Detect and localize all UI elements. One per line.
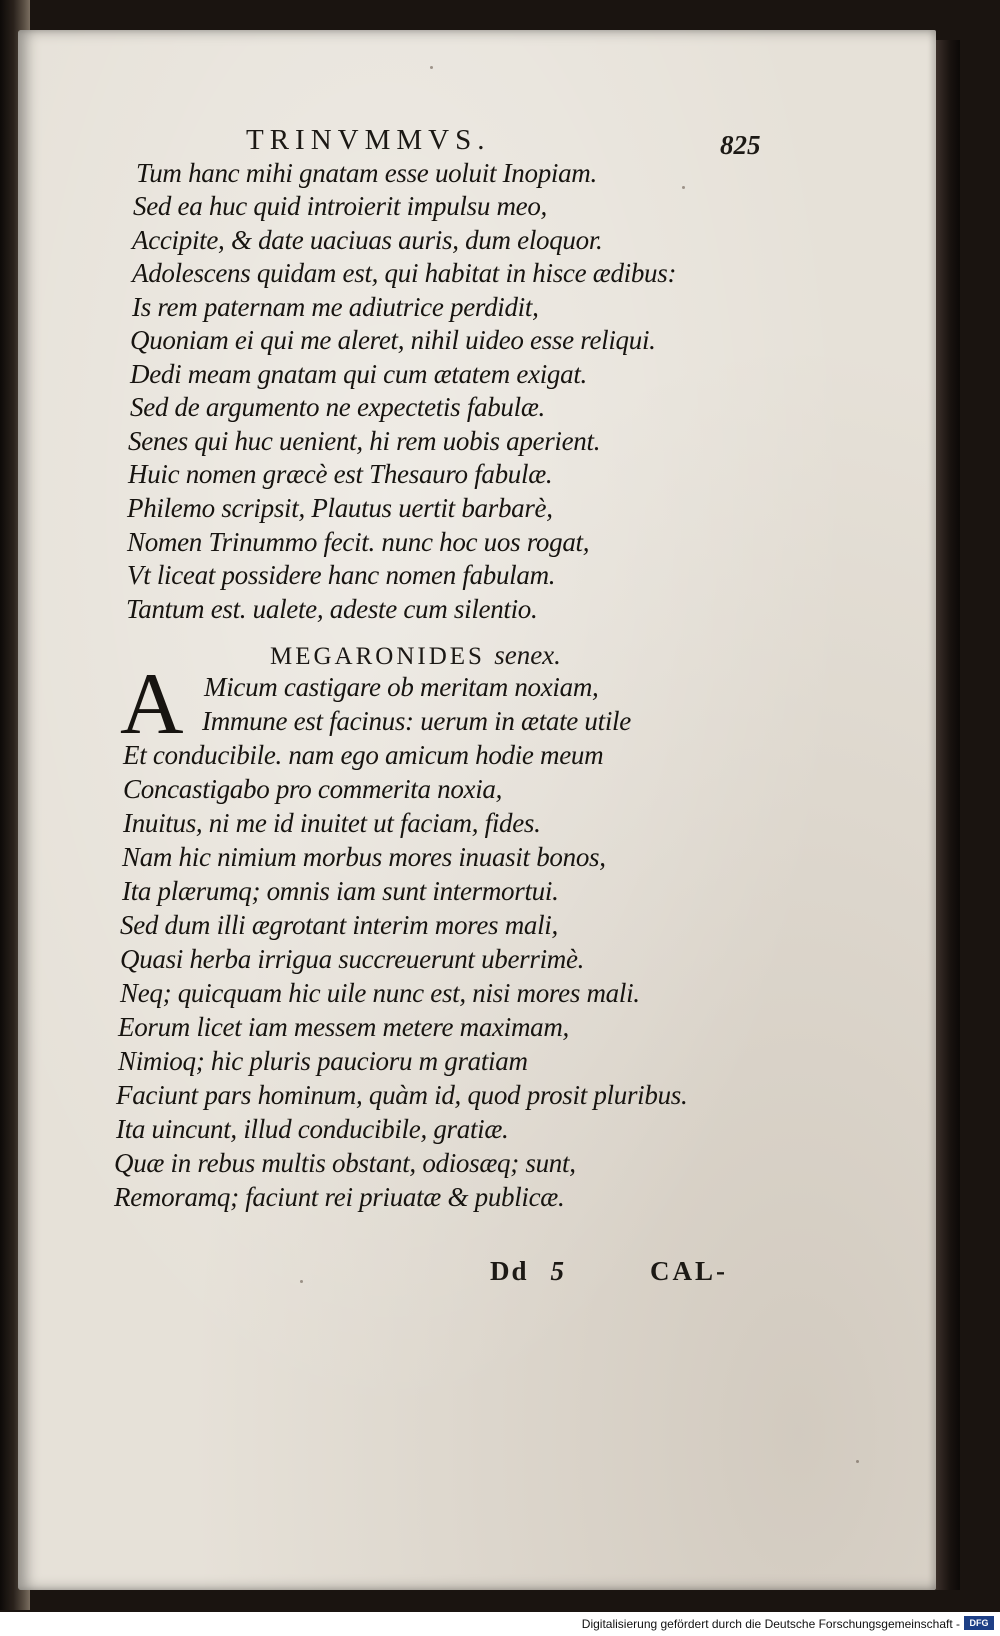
verse-line: Et conducibile. nam ego amicum hodie meum	[123, 740, 604, 770]
signature-mark	[490, 1256, 566, 1287]
verse-line: Ita plærumq; omnis iam sunt intermortui.	[122, 876, 559, 906]
signature-letters: Dd	[490, 1256, 529, 1286]
speaker-name: MEGARONIDES	[270, 643, 485, 670]
running-head: TRINVMMVS.	[246, 124, 491, 156]
page-fore-edge	[936, 40, 960, 1590]
verse-line: Accipite, & date uaciuas auris, dum eloquor.	[132, 225, 603, 255]
credit-text: Digitalisierung gefördert durch die Deutsche Forschungsgemeinschaft -	[581, 1617, 960, 1631]
verse-line: Eorum licet iam messem metere maximam,	[118, 1012, 569, 1042]
catchword: CAL-	[650, 1256, 728, 1286]
speaker-heading	[270, 640, 561, 671]
folio-number: 825	[720, 130, 761, 160]
verse-line: Nam hic nimium morbus mores inuasit bonos,	[122, 842, 606, 872]
verse-line: Vt liceat possidere hanc nomen fabulam.	[127, 560, 556, 590]
verse-line: Ita uincunt, illud conducibile, gratiæ.	[116, 1114, 509, 1144]
verse-line: Adolescens quidam est, qui habitat in hisce ædibus:	[132, 258, 677, 288]
verse-line: Senes qui huc uenient, hi rem uobis aperient.	[128, 426, 601, 456]
speaker-role: senex.	[494, 640, 561, 670]
verse-line: Tum hanc mihi gnatam esse uoluit Inopiam.	[136, 158, 597, 188]
verse-line: Quoniam ei qui me aleret, nihil uideo esse reliqui.	[130, 325, 656, 355]
dfg-logo: DFG	[964, 1616, 994, 1630]
verse-line: Dedi meam gnatam qui cum ætatem exigat.	[130, 359, 587, 389]
paper-speck	[856, 1460, 859, 1463]
verse-line: Quæ in rebus multis obstant, odiosæq; sunt,	[114, 1148, 576, 1178]
verse-line: Tantum est. ualete, adeste cum silentio.	[126, 594, 538, 624]
paper-speck	[430, 66, 433, 69]
verse-line: Quasi herba irrigua succreuerunt uberrimè.	[120, 944, 585, 974]
verse-line: Faciunt pars hominum, quàm id, quod prosit pluribus.	[116, 1080, 688, 1110]
verse-line: Neq; quicquam hic uile nunc est, nisi mores mali.	[120, 978, 640, 1008]
verse-line: Sed ea huc quid introierit impulsu meo,	[133, 191, 547, 221]
verse-line: Remoramq; faciunt rei priuatæ & publicæ.	[114, 1182, 565, 1212]
verse-line: Inuitus, ni me id inuitet ut faciam, fides.	[123, 808, 541, 838]
verse-line: Micum castigare ob meritam noxiam,	[204, 672, 599, 702]
verse-line: Philemo scripsit, Plautus uertit barbarè,	[127, 493, 553, 523]
verse-line: Sed dum illi ægrotant interim mores mali,	[120, 910, 558, 940]
paper-speck	[682, 186, 685, 189]
digitization-credit-bar	[0, 1612, 1000, 1636]
verse-line: Huic nomen græcè est Thesauro fabulæ.	[128, 459, 553, 489]
verse-line: Nimioq; hic pluris paucioru m gratiam	[118, 1046, 528, 1076]
verse-line: Nomen Trinummo fecit. nunc hoc uos rogat,	[127, 527, 590, 557]
signature-number: 5	[550, 1256, 567, 1286]
drop-cap: A	[120, 656, 184, 753]
verse-line: Is rem paternam me adiutrice perdidit,	[132, 292, 539, 322]
verse-line: Immune est facinus: uerum in ætate utile	[202, 706, 631, 736]
paper-speck	[300, 1280, 303, 1283]
verse-line: Sed de argumento ne expectetis fabulæ.	[130, 392, 545, 422]
verse-line: Concastigabo pro commerita noxia,	[123, 774, 503, 804]
